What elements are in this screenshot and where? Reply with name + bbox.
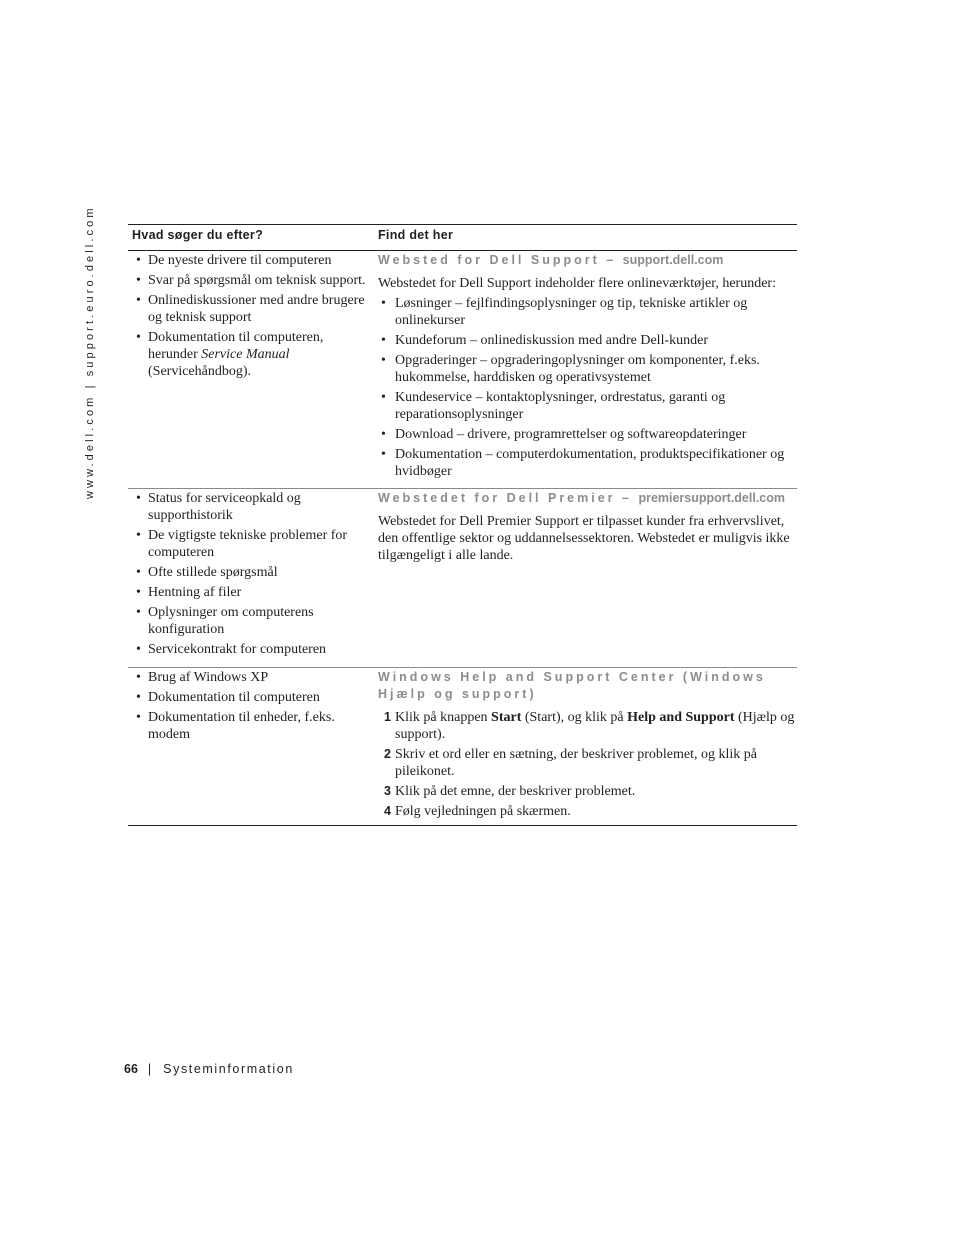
row2-left-cell <box>128 489 375 667</box>
step-text: (Start), og klik på <box>521 710 628 725</box>
footer-separator: | <box>147 1062 152 1076</box>
step-item <box>378 746 797 780</box>
list-item: • Download – drivere, programrettelser og softwareopdateringer <box>378 426 797 443</box>
row3-left-cell <box>128 668 375 825</box>
section-title <box>378 251 797 269</box>
step-number: 2 <box>384 747 391 761</box>
side-url-text: www.dell.com | support.euro.dell.com <box>84 205 96 499</box>
step-text: Følg vejledningen på skærmen. <box>395 804 571 819</box>
table-row <box>128 251 797 489</box>
step-number: 1 <box>384 710 391 724</box>
start-label: Start <box>491 710 522 725</box>
info-table <box>128 224 797 826</box>
list-item: • De nyeste drivere til computeren <box>132 252 375 269</box>
header-where: Find det her <box>378 228 454 242</box>
list-item: • Brug af Windows XP <box>132 669 375 686</box>
step-text: Skriv et ord eller en sætning, der beskriver problemet, og klik på pileikonet. <box>395 747 757 779</box>
list-item: • Dokumentation til computeren <box>132 689 375 706</box>
steps-list <box>378 709 797 820</box>
list-item: • Kundeforum – onlinediskussion med andre Dell-kunder <box>378 332 797 349</box>
list-item: • Dokumentation – computerdokumentation, produktspecifikationer og hvidbøger <box>378 446 797 480</box>
list-item: • Onlinediskussioner med andre brugere og teknisk support <box>132 292 375 326</box>
section-intro: Webstedet for Dell Support indeholder flere onlineværktøjer, herunder: <box>378 276 776 291</box>
premier-url-link[interactable]: premiersupport.dell.com <box>638 491 785 505</box>
row2-right-cell <box>375 489 797 667</box>
list-item: • Dokumentation til enheder, f.eks. modem <box>132 709 375 743</box>
step-item <box>378 803 797 820</box>
list-item: • Opgraderinger – opgraderingoplysninger om komponenter, f.eks. hukommelse, harddisken og operativsystemet <box>378 352 797 386</box>
header-what: Hvad søger du efter? <box>132 228 264 242</box>
row3-right-cell <box>375 668 797 825</box>
row1-left-cell <box>128 251 375 488</box>
step-number: 3 <box>384 784 391 798</box>
list-item: • Status for serviceopkald og supporthistorik <box>132 490 375 524</box>
page-number: 66 <box>124 1062 138 1076</box>
list-item: • Løsninger – fejlfindingsoplysninger og tip, tekniske artikler og onlinekurser <box>378 295 797 329</box>
table-row <box>128 668 797 825</box>
step-text: Klik på knappen <box>395 710 492 725</box>
row1-right-cell <box>375 251 797 488</box>
table-row <box>128 489 797 668</box>
list-item <box>132 329 375 380</box>
list-item: • Servicekontrakt for computeren <box>132 641 375 658</box>
section-text: Webstedet for Dell Premier Support er tilpasset kunder fra erhvervslivet, den offentlige sektor og uddannelsessektoren. Webstedet er muligvis ikke tilgængeligt i alle lande. <box>378 514 790 563</box>
step-number: 4 <box>384 804 391 818</box>
section-title: Windows Help and Support Center (Windows Hjælp og support) <box>378 670 766 701</box>
step-text: (Hjælp og support). <box>395 710 795 742</box>
table-header <box>128 225 797 251</box>
list-item: • Svar på spørgsmål om teknisk support. <box>132 272 375 289</box>
step-item <box>378 709 797 743</box>
service-manual-title: Service Manual <box>201 347 290 362</box>
list-item: • Kundeservice – kontaktoplysninger, ordrestatus, garanti og reparationsoplysninger <box>378 389 797 423</box>
section-title-text: Webstedet for Dell Premier – <box>378 491 639 505</box>
list-item: • Ofte stillede spørgsmål <box>132 564 375 581</box>
doc-before: Dokumentation til computeren, herunder <box>148 330 324 362</box>
list-item: • Hentning af filer <box>132 584 375 601</box>
chapter-title: Systeminformation <box>163 1062 294 1076</box>
step-text: Klik på det emne, der beskriver problemet. <box>395 784 636 799</box>
page-footer <box>124 1062 294 1076</box>
section-title <box>378 489 797 507</box>
step-item <box>378 783 797 800</box>
doc-after: (Servicehåndbog). <box>148 364 252 379</box>
support-url-link[interactable]: support.dell.com <box>622 253 724 267</box>
section-title-text: Websted for Dell Support – <box>378 253 623 267</box>
list-item: • De vigtigste tekniske problemer for computeren <box>132 527 375 561</box>
list-item: • Oplysninger om computerens konfiguration <box>132 604 375 638</box>
help-support-label: Help and Support <box>627 710 735 725</box>
